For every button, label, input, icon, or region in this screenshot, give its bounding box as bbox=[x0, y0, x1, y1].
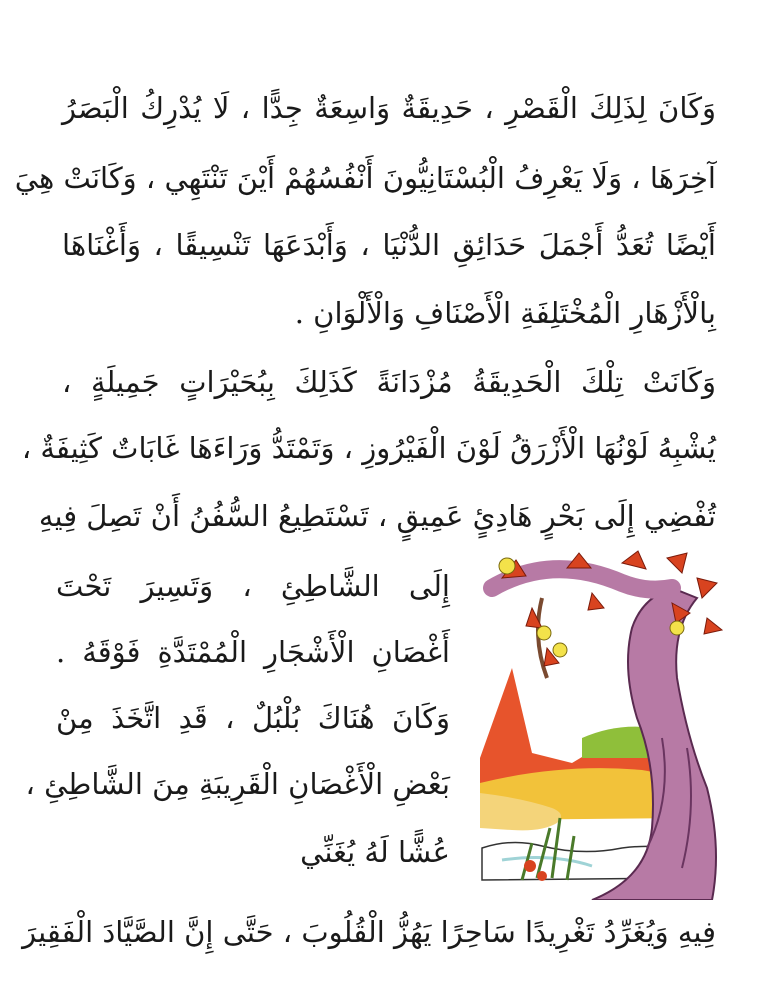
text-line: وَكَانَ هُنَاكَ بُلْبُلٌ ، قَدِ اتَّخَذَ مِنْ bbox=[56, 701, 450, 735]
text-line: تُفْضِي إِلَى بَحْرٍ هَادِئٍ عَمِيقٍ ، تَسْتَطِيعُ السُّفُنُ أَنْ تَصِلَ فِيهِ bbox=[38, 499, 716, 533]
text-line: عُشًّا لَهُ يُغَنِّي bbox=[300, 835, 450, 869]
red-flower bbox=[524, 860, 536, 872]
text-line: بَعْضِ الْأَغْصَانِ الْقَرِيبَةِ مِنَ الشَّاطِئِ ، bbox=[25, 767, 450, 801]
text-line: وَكَانَ لِذَلِكَ الْقَصْرِ ، حَدِيقَةٌ وَاسِعَةٌ جِدًّا ، لَا يُدْرِكُ الْبَصَرُ bbox=[62, 91, 716, 125]
text-line: بِالْأَزْهَارِ الْمُخْتَلِفَةِ الْأَصْنَافِ وَالْأَلْوَانِ . bbox=[294, 296, 716, 330]
red-flower bbox=[537, 871, 547, 881]
text-line: أَيْضًا تُعَدُّ أَجْمَلَ حَدَائِقِ الدُّنْيَا ، وَأَبْدَعَهَا تَنْسِيقًا ، وَأَغْنَاهَا bbox=[62, 228, 716, 262]
text-line: إِلَى الشَّاطِئِ ، وَتَسِيرَ تَحْتَ bbox=[56, 569, 450, 603]
garden-tree-illustration bbox=[472, 548, 730, 900]
text-line: فِيهِ وَيُغَرِّدُ تَغْرِيدًا سَاحِرًا يَهُزُّ الْقُلُوبَ ، حَتَّى إِنَّ الصَّيَّادَ الْفَقِيرَ bbox=[22, 915, 716, 949]
text-line: آخِرَهَا ، وَلَا يَعْرِفُ الْبُسْتَانِيُّونَ أَنْفُسُهُمْ أَيْنَ تَنْتَهِي ، وَكَانَتْ هِيَ bbox=[14, 161, 716, 195]
text-line: وَكَانَتْ تِلْكَ الْحَدِيقَةُ مُزْدَانَةً كَذَلِكَ بِبُحَيْرَاتٍ جَمِيلَةٍ ، bbox=[62, 365, 716, 399]
text-line: يُشْبِهُ لَوْنُهَا الْأَزْرَقُ لَوْنَ الْفَيْرُوزِ ، وَتَمْتَدُّ وَرَاءَهَا غَابَاتٌ كَثِيفَةٌ ، bbox=[21, 431, 716, 465]
text-line: أَغْصَانِ الْأَشْجَارِ الْمُمْتَدَّةِ فَوْقَهُ . bbox=[56, 635, 450, 669]
